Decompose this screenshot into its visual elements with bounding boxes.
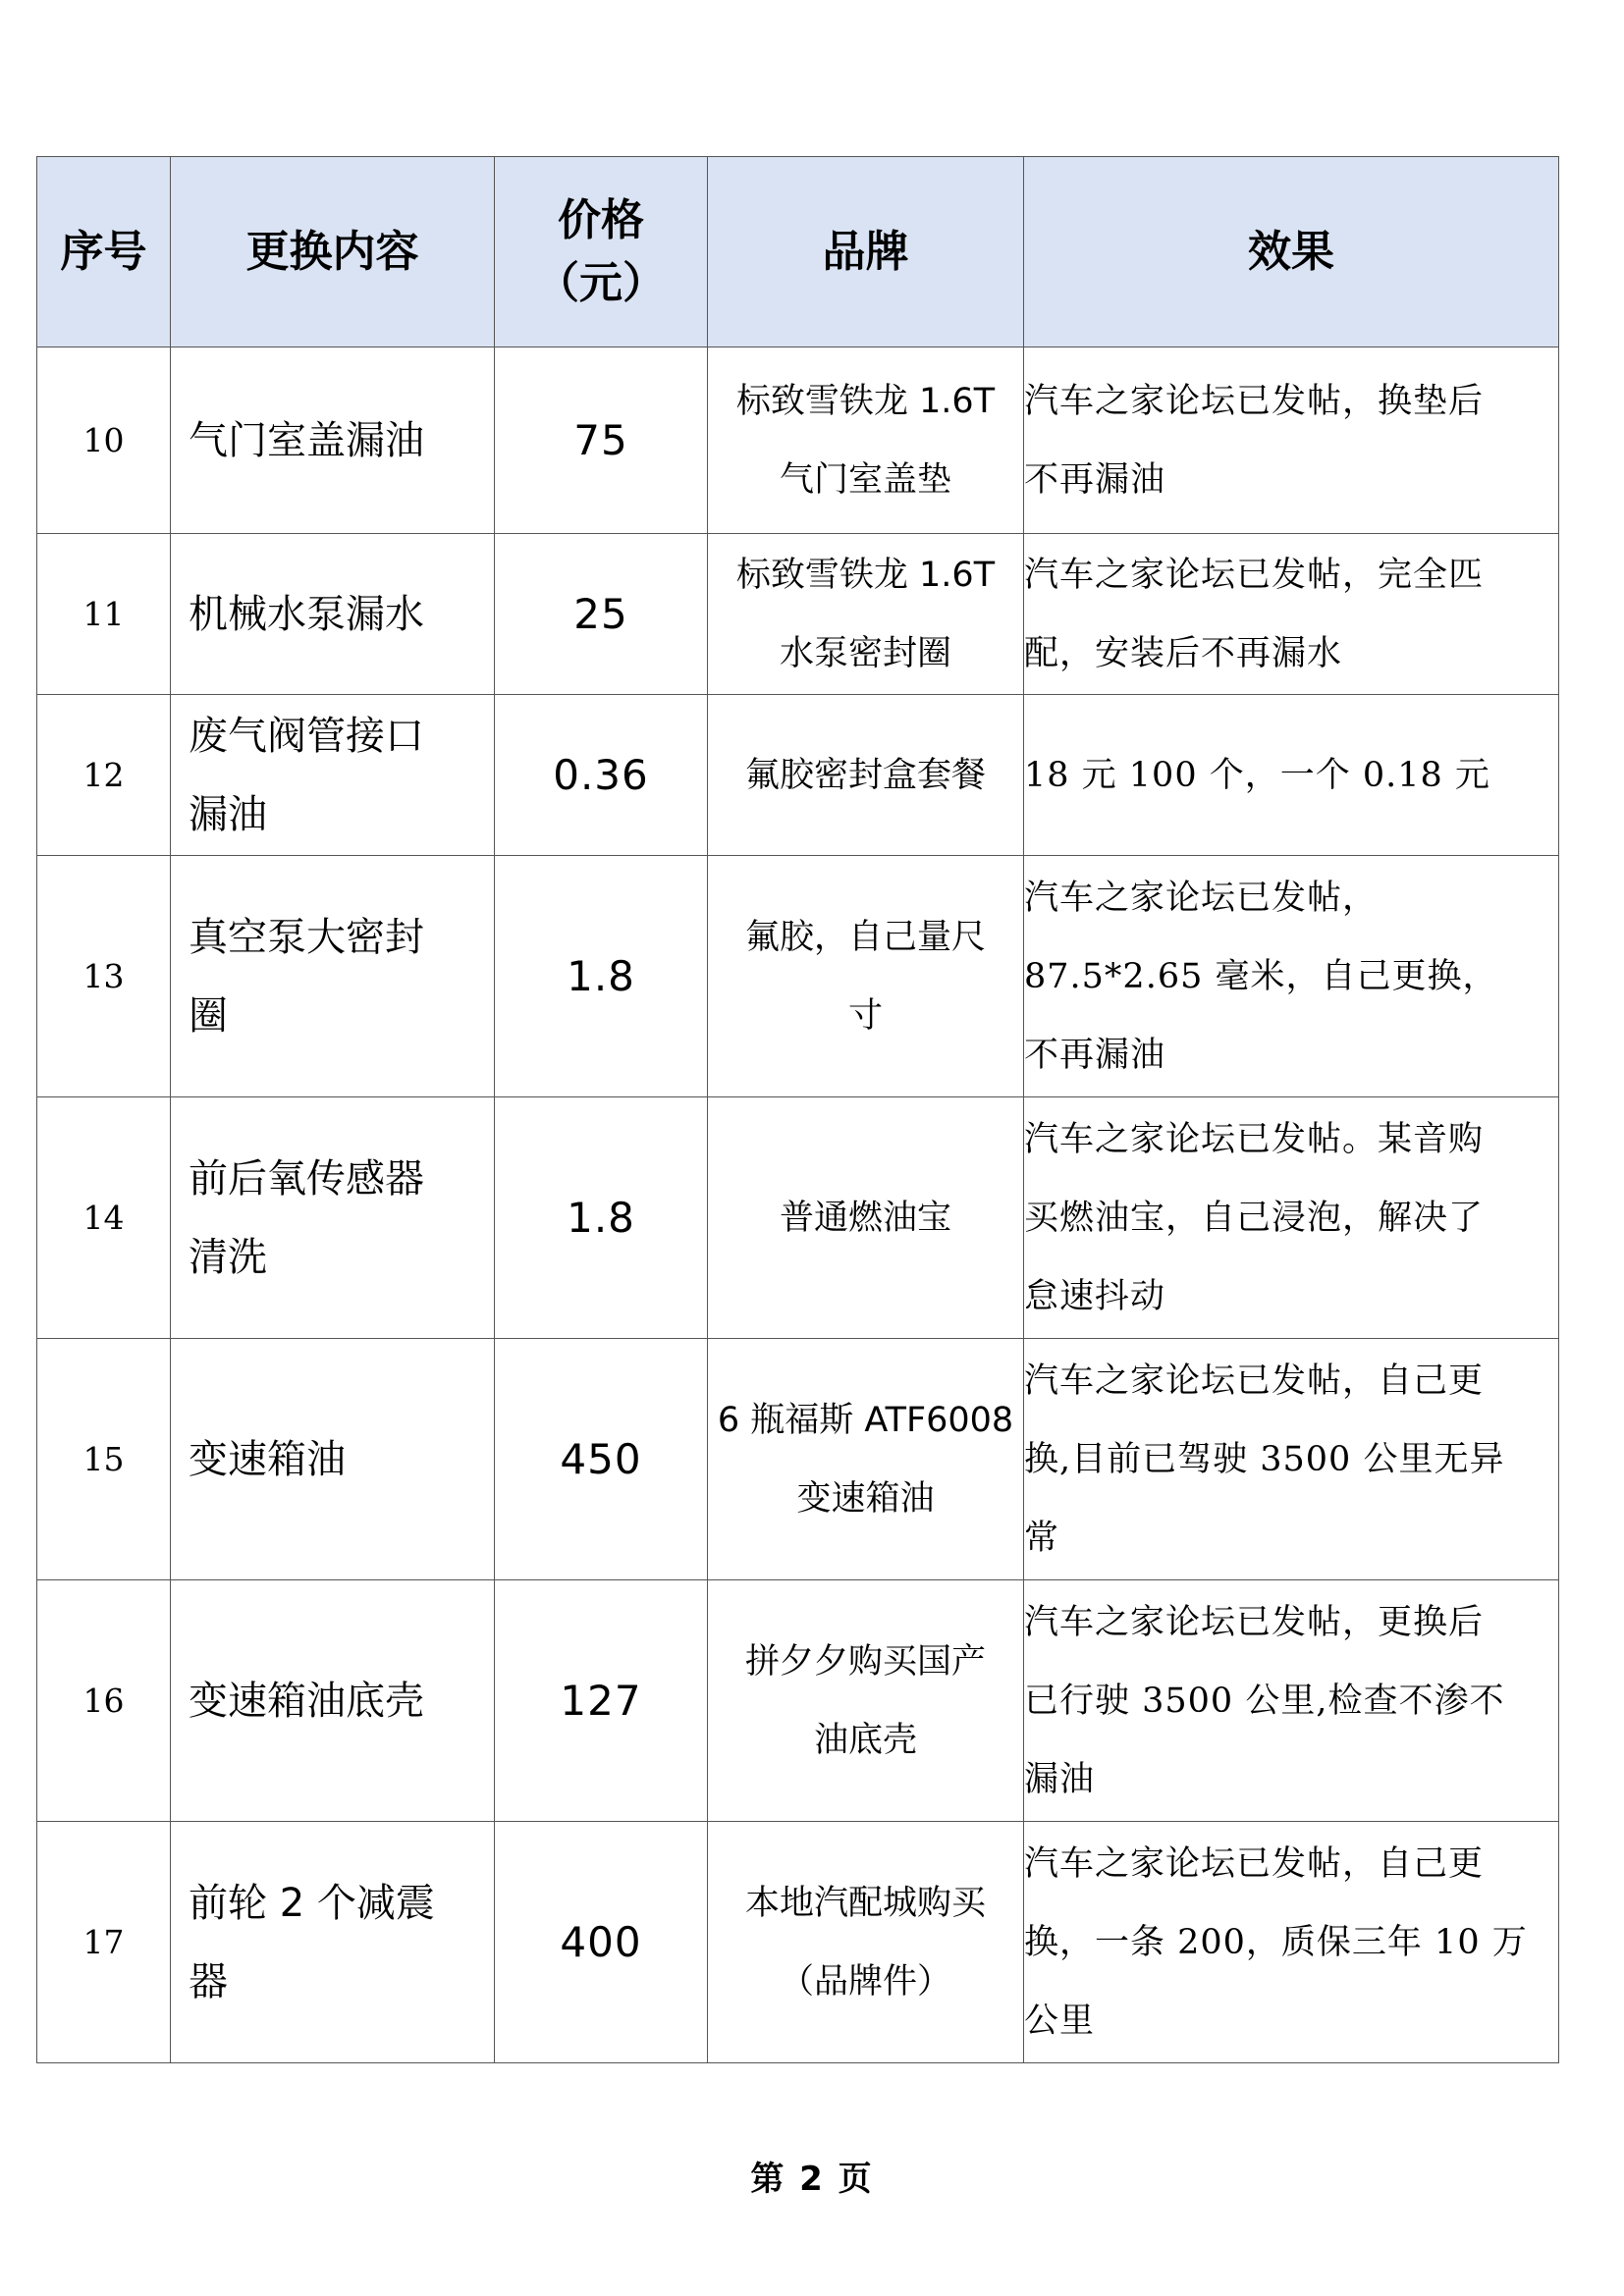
effect-line: 18 元 100 个，一个 0.18 元 [1024,755,1490,795]
effect-line: 常 [1024,1518,1060,1558]
replacement-item [171,695,495,856]
replacement-item-line: 机械水泵漏水 [189,591,424,637]
effect-line: 汽车之家论坛已发帖。某音购 [1024,1119,1485,1159]
table-row [37,695,1559,856]
brand-cell [708,347,1024,534]
table-row [37,1097,1559,1339]
parts-replacement-table [36,156,1559,2063]
effect-line: 换,目前已驾驶 3500 公里无异 [1024,1439,1505,1479]
effect-line: 买燃油宝，自己浸泡，解决了 [1024,1198,1485,1238]
effect-line: 汽车之家论坛已发帖，自己更 [1024,1361,1485,1401]
header-price-line2: （元） [536,257,666,308]
effect-line: 怠速抖动 [1024,1276,1166,1316]
effect-line: 汽车之家论坛已发帖，自己更 [1024,1843,1485,1884]
price-value: 127 [495,1580,708,1822]
brand-cell [708,1097,1024,1339]
row-number: 11 [37,534,171,695]
replacement-item-line: 废气阀管接口 [189,713,424,759]
row-number: 10 [37,347,171,534]
brand-line: 油底壳 [813,1720,917,1760]
price-value: 0.36 [495,695,708,856]
header-price-line1: 价格 [558,194,644,245]
replacement-item [171,856,495,1097]
brand-line: 氟胶密封盒套餐 [744,755,986,795]
brand-cell [708,856,1024,1097]
row-number: 13 [37,856,171,1097]
brand-cell [708,1822,1024,2063]
effect-line: 汽车之家论坛已发帖， [1024,878,1379,918]
replacement-item-line: 变速箱油底壳 [189,1678,424,1724]
effect-line: 汽车之家论坛已发帖，更换后 [1024,1602,1485,1642]
replacement-item-line: 前轮 2 个减震 [189,1880,435,1926]
effect-line: 已行驶 3500 公里,检查不渗不 [1024,1681,1505,1721]
effect-cell [1024,695,1559,856]
replacement-item [171,1339,495,1580]
table-row [37,856,1559,1097]
brand-cell [708,534,1024,695]
brand-line: 寸 [847,995,883,1036]
header-price [495,157,708,347]
brand-line: 标致雪铁龙 1.6T [735,381,996,421]
row-number: 15 [37,1339,171,1580]
effect-cell [1024,1580,1559,1822]
table-row [37,534,1559,695]
row-number: 12 [37,695,171,856]
brand-line: 变速箱油 [796,1478,935,1519]
brand-line: （品牌件） [779,1961,951,2002]
price-value: 25 [495,534,708,695]
brand-line: 氟胶，自己量尺 [744,917,986,957]
row-number: 16 [37,1580,171,1822]
table-row [37,1580,1559,1822]
brand-line: 水泵密封圈 [779,633,951,673]
effect-line: 换，一条 200，质保三年 10 万 [1024,1922,1528,1962]
table-row [37,1822,1559,2063]
effect-line: 不再漏油 [1024,459,1166,500]
brand-line: 普通燃油宝 [779,1198,951,1238]
effect-line: 公里 [1024,2001,1096,2041]
table-header-row [37,157,1559,347]
brand-cell [708,1580,1024,1822]
brand-line: 本地汽配城购买 [744,1883,986,1923]
effect-cell [1024,1822,1559,2063]
replacement-item [171,1580,495,1822]
replacement-item [171,1097,495,1339]
replacement-item-line: 圈 [189,992,228,1039]
price-value: 75 [495,347,708,534]
price-value: 1.8 [495,1097,708,1339]
effect-line: 87.5*2.65 毫米，自己更换， [1024,956,1498,996]
header-no: 序号 [37,157,171,347]
table-row [37,1339,1559,1580]
header-effect: 效果 [1024,157,1559,347]
effect-cell [1024,1097,1559,1339]
brand-cell [708,695,1024,856]
effect-cell [1024,534,1559,695]
table-row [37,347,1559,534]
replacement-item-line: 真空泵大密封 [189,914,424,960]
replacement-item [171,1822,495,2063]
price-value: 1.8 [495,856,708,1097]
effect-cell [1024,347,1559,534]
replacement-item-line: 前后氧传感器 [189,1155,424,1201]
replacement-item-line: 漏油 [189,791,267,837]
brand-cell [708,1339,1024,1580]
header-brand: 品牌 [708,157,1024,347]
header-item: 更换内容 [171,157,495,347]
brand-line: 标致雪铁龙 1.6T [735,555,996,595]
brand-line: 气门室盖垫 [779,459,951,500]
price-value: 450 [495,1339,708,1580]
effect-line: 不再漏油 [1024,1035,1166,1075]
replacement-item-line: 变速箱油 [189,1436,346,1482]
replacement-item-line: 器 [189,1958,228,2004]
brand-line: 拼夕夕购买国产 [744,1641,986,1682]
replacement-item-line: 清洗 [189,1234,267,1280]
effect-line: 配，安装后不再漏水 [1024,633,1343,673]
effect-cell [1024,856,1559,1097]
replacement-item-line: 气门室盖漏油 [189,417,424,463]
row-number: 17 [37,1822,171,2063]
price-value: 400 [495,1822,708,2063]
replacement-item [171,347,495,534]
brand-line: 6 瓶福斯 ATF6008 [717,1400,1014,1440]
page-number: 第 2 页 [750,2160,874,2199]
row-number: 14 [37,1097,171,1339]
effect-line: 汽车之家论坛已发帖，换垫后 [1024,381,1485,421]
effect-cell [1024,1339,1559,1580]
replacement-item [171,534,495,695]
effect-line: 汽车之家论坛已发帖，完全匹 [1024,555,1485,595]
effect-line: 漏油 [1024,1759,1096,1799]
